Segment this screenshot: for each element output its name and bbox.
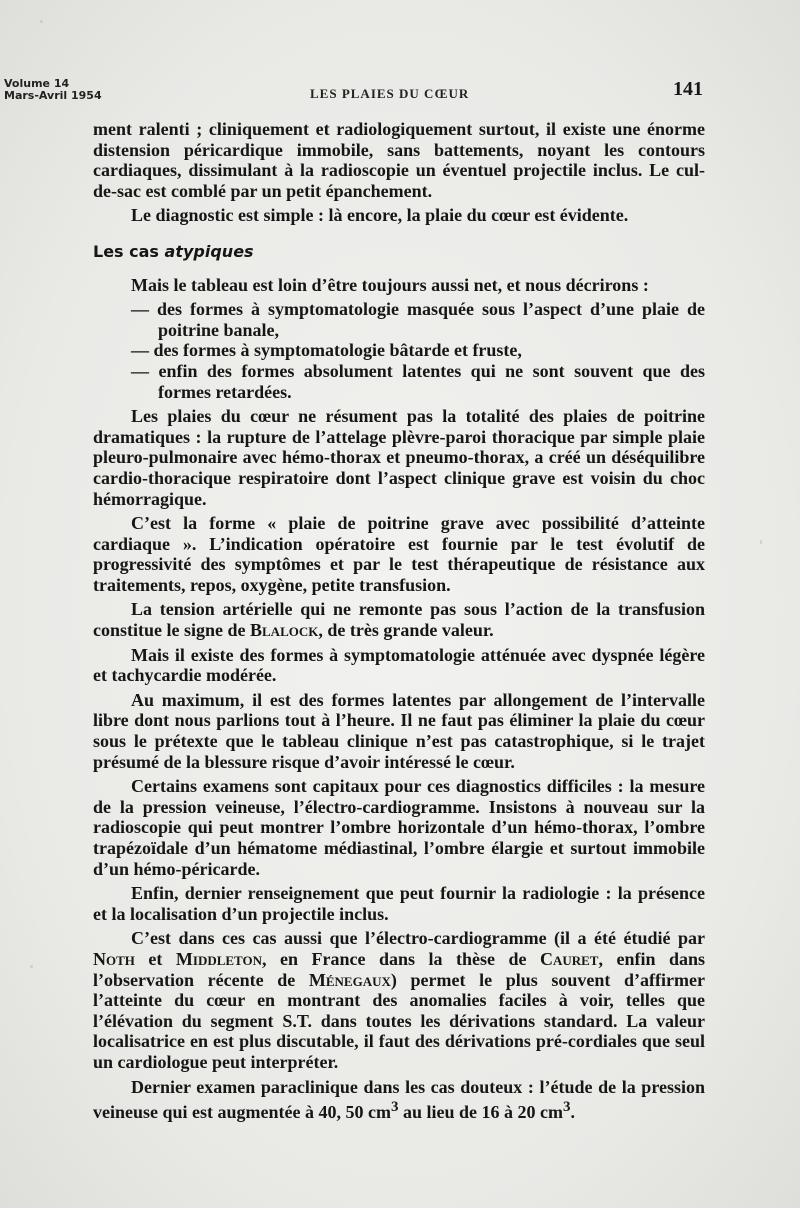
section-heading: [93, 242, 705, 263]
print-speck: [40, 20, 43, 23]
issue-date: Mars-Avril 1954: [4, 89, 102, 102]
paragraph: [93, 599, 705, 640]
dash-list: [93, 299, 705, 402]
running-title: LES PLAIES DU CŒUR: [310, 86, 470, 101]
paragraph: Certains examens sont capitaux pour ces diagnostics difficiles : la mesure de la pression veineuse, l’électro-cardiogramme. Insistons à nouveau sur la radioscopie qui peut montrer l’ombre horizontale d’un hémo-thorax, l’ombre trapézoïdale d’un hématome médiastinal, l’ombre élargie et surtout immobile d’un hémo-péricarde.: [93, 776, 705, 879]
article-body: [93, 119, 705, 1127]
page-number: 141: [673, 78, 703, 100]
paragraph: Au maximum, il est des formes latentes par allongement de l’intervalle libre dont nous parlions tout à l’heure. Il ne faut pas éliminer la plaie du cœur sous le prétexte que le tableau clinique n’est pas catastrophique, si le trajet présumé de la blessure risque d’avoir intéressé le cœur.: [93, 689, 705, 772]
print-speck: [30, 965, 33, 968]
paragraph: Mais le tableau est loin d’être toujours aussi net, et nous décrirons :: [131, 274, 649, 295]
text-run: C’est dans ces cas aussi que l’électro-cardiogramme (il a été étudié par: [131, 928, 705, 949]
paragraph: Les plaies du cœur ne résument pas la totalité des plaies de poitrine dramatiques : la rupture de l’attelage plèvre-paroi thoracique par simple plaie pleuro-pulmonaire avec hémo-thorax et pneumo-thorax, a créé un déséquilibre cardio-thoracique respiratoire dont l’aspect clinique grave est voisin du choc hémorragique.: [93, 406, 705, 509]
text-run: , de très grande valeur.: [318, 620, 494, 641]
text-run: La tension artérielle qui ne remonte pas sous l’action de la transfusion constitue le signe de: [93, 599, 705, 641]
author-name: Blalock: [250, 620, 319, 641]
text-run: ) permet le plus souvent d’affirmer l’atteinte du cœur en montrant des anomalies faciles à voir, telles que l’élévation du segment S.T. dans toutes les dérivations standard. La valeur localisatrice en est plus discutable, il faut des dérivations pré-cordiales que seul un cardiologue peut interpréter.: [93, 969, 705, 1072]
list-item: — enfin des formes absolument latentes qui ne sont souvent que des formes retardées.: [93, 361, 705, 402]
superscript: 3: [390, 1099, 399, 1116]
paragraph: [93, 1077, 705, 1123]
volume-label: Volume 14: [4, 77, 70, 90]
print-speck: [760, 540, 762, 544]
paragraph: C’est la forme « plaie de poitrine grave avec possibilité d’atteinte cardiaque ». L’indication opératoire est fournie par le test évolutif de progressivité des symptômes et par le test thérapeutique de résistance aux traitements, repos, oxygène, petite transfusion.: [93, 513, 705, 595]
paragraph: Enfin, dernier renseignement que peut fournir la radiologie : la présence et la localisation d’un projectile inclus.: [93, 883, 705, 924]
author-name: Noth: [93, 948, 135, 969]
paragraph: [93, 928, 705, 1072]
paragraph: Mais il existe des formes à symptomatologie atténuée avec dyspnée légère et tachycardie modérée.: [93, 644, 705, 686]
author-name: Middleton: [175, 948, 262, 969]
text-run: , enfin dans l’observation récente de: [93, 948, 705, 990]
section-heading-word-italic: atypiques: [164, 241, 254, 261]
superscript: 3: [562, 1099, 571, 1116]
list-item: — des formes à symptomatologie bâtarde et fruste,: [93, 340, 705, 361]
journal-volume-info: [4, 78, 102, 102]
author-name: Cauret: [539, 948, 599, 969]
list-item: — des formes à symptomatologie masquée sous l’aspect d’une plaie de poitrine banale,: [93, 299, 705, 340]
text-run: et: [134, 948, 176, 969]
section-heading-word: Les cas: [93, 241, 159, 261]
text-run: , en France dans la thèse de: [262, 948, 540, 969]
text-run: Dernier examen paraclinique dans les cas douteux : l’étude de la pression veineuse qui est augmentée à 40, 50 cm: [93, 1076, 705, 1123]
paragraph: ment ralenti ; cliniquement et radiologiquement surtout, il existe une énorme distension péricardique immobile, sans battements, noyant les contours cardiaques, dissimulant à la radioscopie un éventuel projectile inclus. Le cul-de-sac est comblé par un petit épanchement.: [93, 119, 705, 201]
text-run: au lieu de 16 à 20 cm: [398, 1102, 563, 1123]
paragraph: Le diagnostic est simple : là encore, la plaie du cœur est évidente.: [131, 205, 629, 226]
author-name: Ménegaux: [308, 969, 391, 990]
text-run: .: [570, 1102, 575, 1123]
